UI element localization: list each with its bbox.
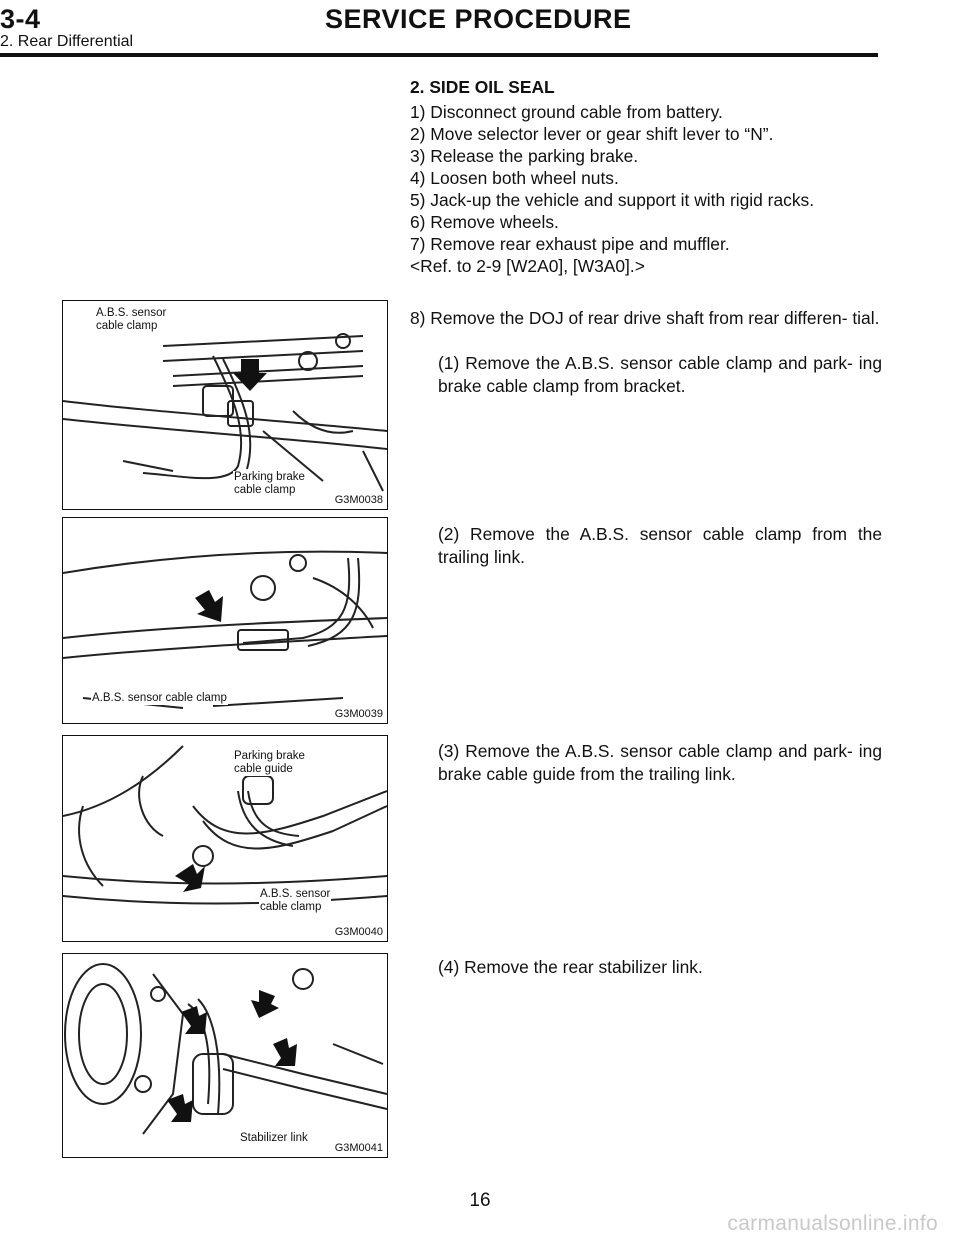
section-title: SERVICE PROCEDURE [325,4,632,34]
label-parking-brake-cable-guide: Parking brake cable guide [234,750,305,775]
step-8-1: (1) Remove the A.B.S. sensor cable clamp and park- ing brake cable clamp from bracket. [438,353,882,396]
step-8-3: (3) Remove the A.B.S. sensor cable clamp and park- ing brake cable guide from the trailing link. [438,741,882,784]
label-abs-sensor-cable-clamp: A.B.S. sensor cable clamp [92,692,227,704]
step-1: 1) Disconnect ground cable from battery. [410,102,723,122]
step-8-2: (2) Remove the A.B.S. sensor cable clamp from the trailing link. [438,524,882,567]
step-2: 2) Move selector lever or gear shift lever to “N”. [410,124,774,144]
step-4: 4) Loosen both wheel nuts. [410,168,619,188]
figure-g3m0038 [62,300,388,510]
step-6: 6) Remove wheels. [410,212,559,232]
label-stabilizer-link: Stabilizer link [240,1132,308,1144]
figure-code: G3M0038 [334,494,383,506]
figure-g3m0040-illustration [63,736,387,941]
step-7: 7) Remove rear exhaust pipe and muffler. [410,234,730,254]
label-parking-brake-cable-clamp: Parking brake cable clamp [234,471,305,496]
figure-g3m0040 [62,735,388,942]
figure-code: G3M0039 [334,708,383,720]
label-abs-sensor-cable-clamp: A.B.S. sensor cable clamp [96,307,167,332]
figure-g3m0041-illustration [63,954,387,1157]
figure-g3m0039 [62,517,388,724]
label-abs-sensor-cable-clamp: A.B.S. sensor cable clamp [260,888,331,913]
page-number: 16 [469,1190,491,1211]
watermark: carmanualsonline.info [727,1212,938,1235]
step-8: 8) Remove the DOJ of rear drive shaft from rear differen- tial. [410,308,880,328]
figure-g3m0041 [62,953,388,1158]
step-3: 3) Release the parking brake. [410,146,639,166]
figure-code: G3M0040 [334,926,383,938]
step-7-reference: <Ref. to 2-9 [W2A0], [W3A0].> [410,256,645,276]
header-rule [0,53,878,57]
step-5: 5) Jack-up the vehicle and support it with rigid racks. [410,190,815,210]
figure-code: G3M0041 [334,1142,383,1154]
section-number: 3-4 [0,4,41,34]
procedure-title: 2. SIDE OIL SEAL [410,77,555,97]
step-8-4: (4) Remove the rear stabilizer link. [438,957,703,977]
subsection-title: 2. Rear Differential [0,33,134,50]
